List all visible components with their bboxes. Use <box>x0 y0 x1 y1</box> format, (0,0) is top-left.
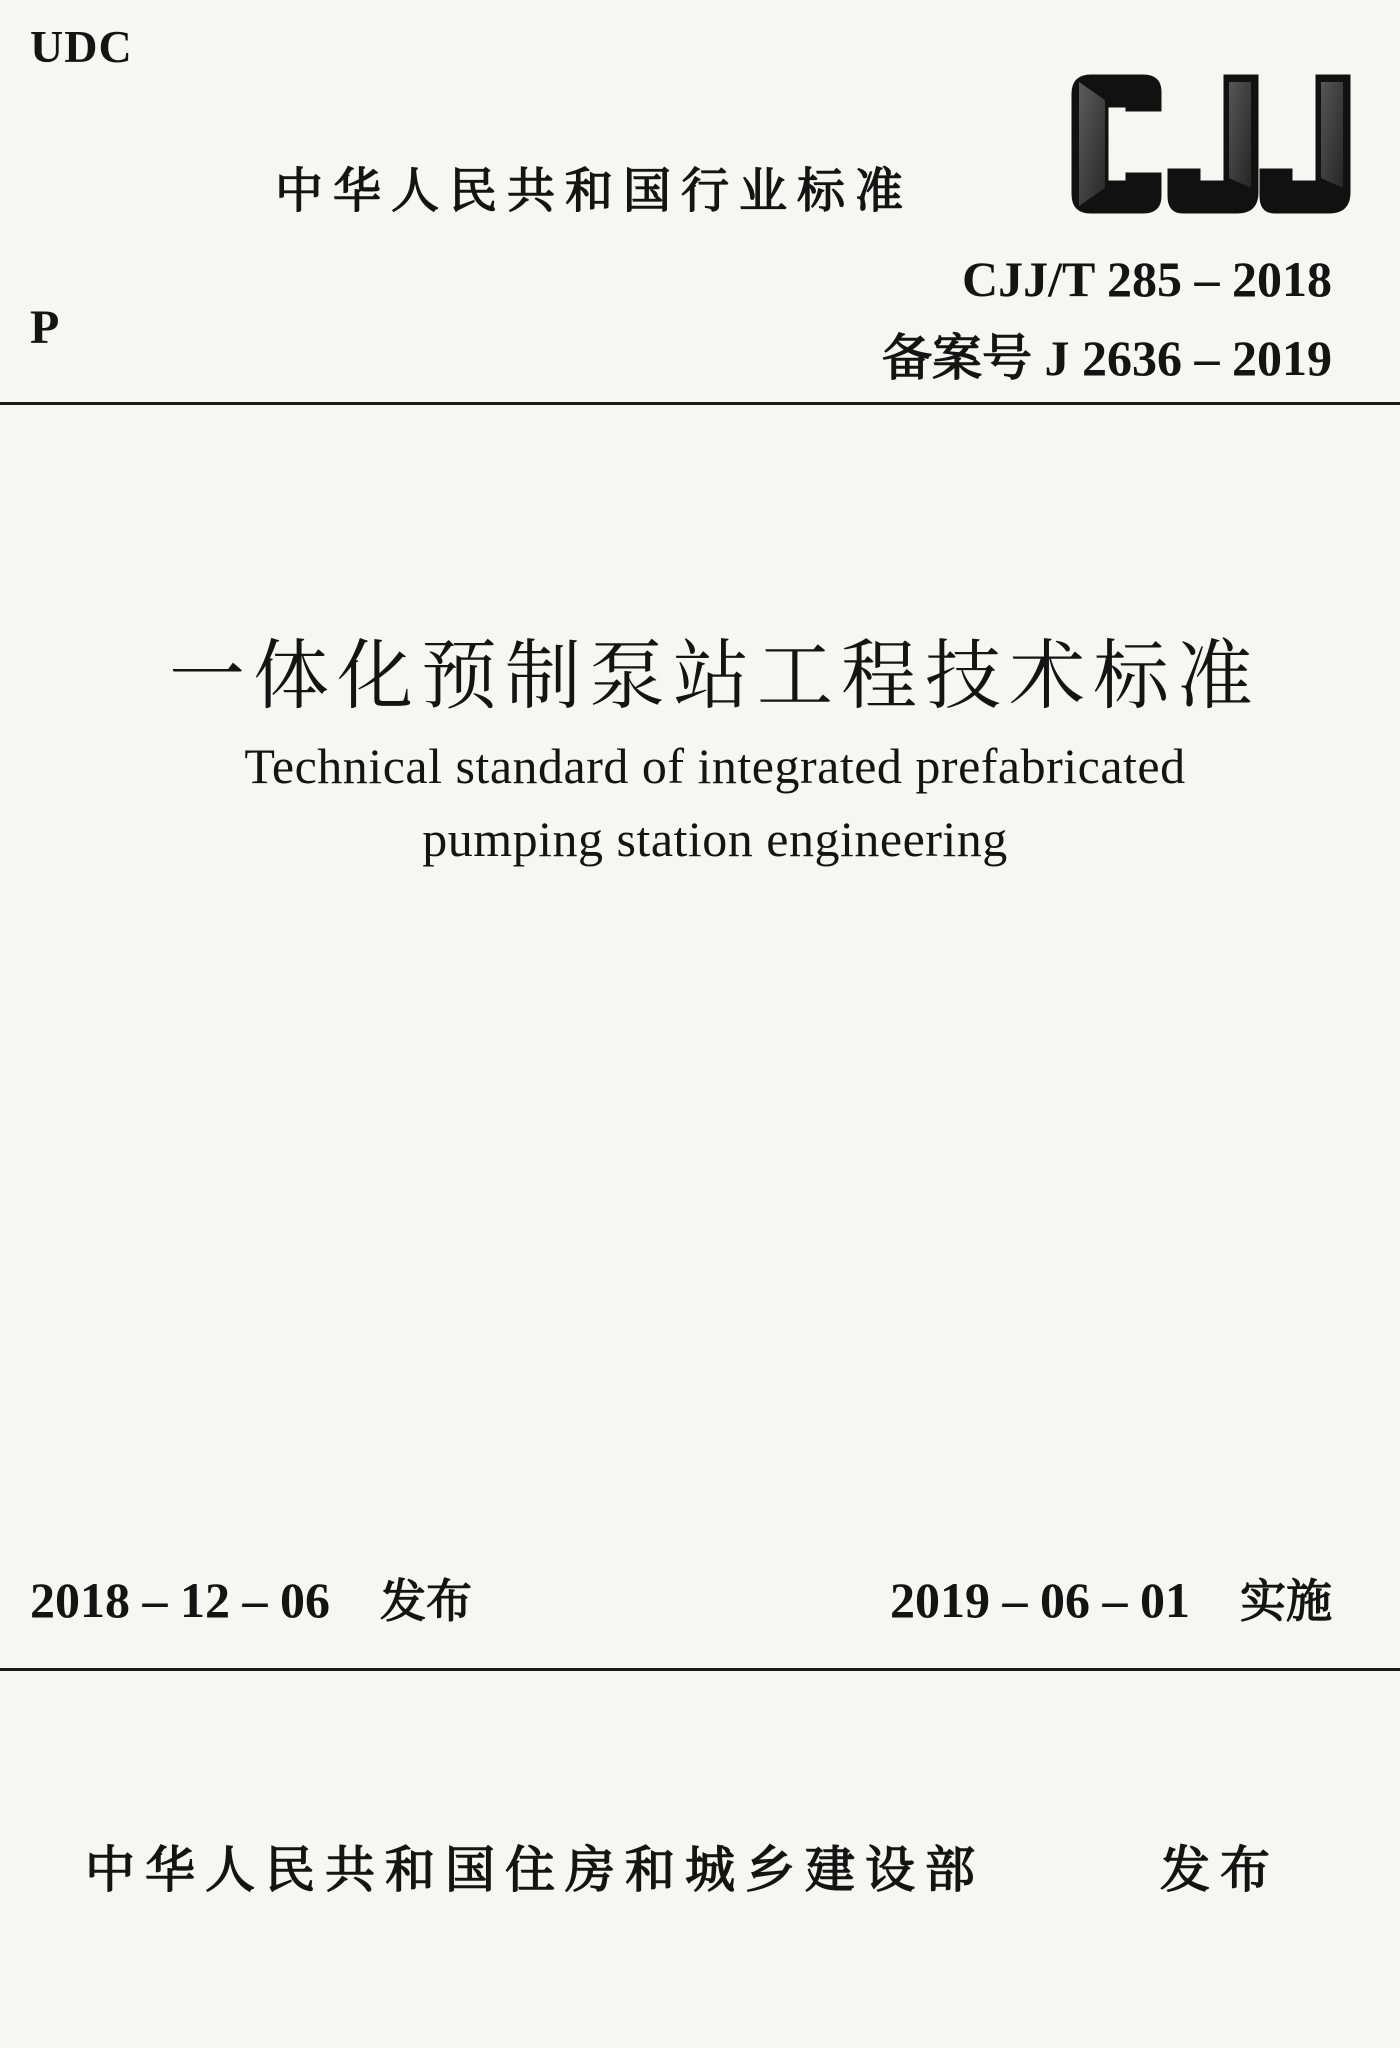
chinese-title: 一体化预制泵站工程技术标准 <box>169 631 1261 720</box>
issue-date: 2018 – 12 – 06 <box>30 1572 330 1628</box>
udc-label: UDC <box>30 21 133 72</box>
bottom-divider <box>0 1668 1400 1671</box>
issuing-authority: 中华人民共和国住房和城乡建设部 <box>85 1841 985 1899</box>
implementation-date: 2019 – 06 – 01 <box>890 1572 1190 1628</box>
top-divider <box>0 402 1400 405</box>
record-number: 备案号 J 2636 – 2019 <box>882 330 1332 386</box>
english-title-line-1: Technical standard of integrated prefabricated <box>244 738 1186 794</box>
implementation-label: 实施 <box>1240 1574 1332 1628</box>
standard-number: CJJ/T 285 – 2018 <box>962 251 1332 307</box>
classification-code: P <box>30 301 60 354</box>
cjj-logo <box>1065 70 1355 220</box>
issue-date-block <box>30 1565 472 1631</box>
english-title-line-2: pumping station engineering <box>422 811 1008 867</box>
industry-standard-heading: 中华人民共和国行业标准 <box>275 163 914 219</box>
issue-label: 发布 <box>380 1574 472 1628</box>
implementation-date-block <box>890 1565 1332 1631</box>
issuing-action: 发布 <box>1160 1841 1280 1899</box>
